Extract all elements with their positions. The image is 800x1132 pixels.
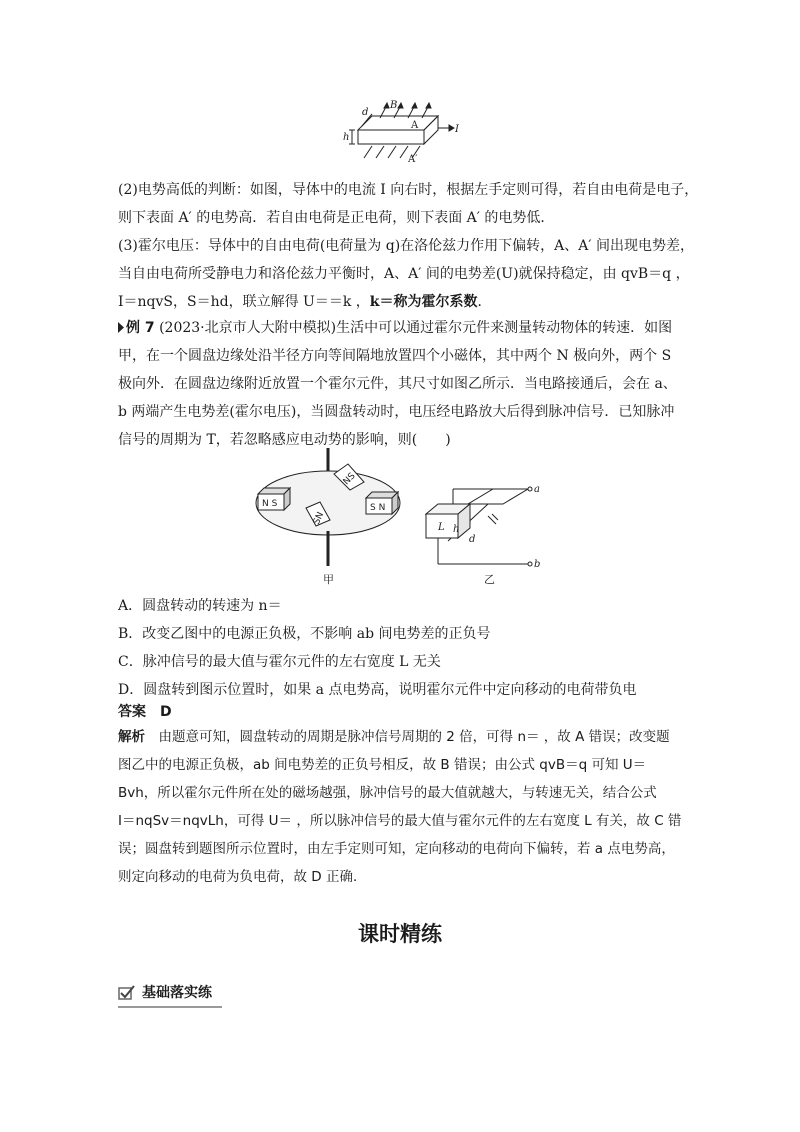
option-a: A．圆盘转动的转速为 n＝ [118, 598, 282, 614]
analysis-line-5: 误；圆盘转到题图所示位置时，由左手定则可知，定向移动的电荷向下偏转，若 a 点电势高， [118, 841, 675, 857]
paragraph-3-end: ． [477, 294, 492, 310]
answer-value: D [160, 704, 172, 720]
label-h: h [343, 132, 350, 143]
analysis-label: 解析 [118, 729, 145, 745]
terminal-a-label: a [534, 484, 540, 495]
label-l: L [438, 522, 445, 533]
example-line-3: 极向外．在圆盘边缘附近放置一个霍尔元件，其尺寸如图乙所示．当电路接通后，会在 a、 [118, 376, 677, 392]
paragraph-3-text: I＝nqvS，S＝hd，联立解得 U＝＝k ， [118, 294, 370, 310]
label-d: d [362, 107, 369, 118]
caption-yi: 乙 [484, 573, 495, 586]
checkbox-icon [118, 985, 135, 1000]
example-marker-icon [118, 322, 124, 333]
option-c: C．脉冲信号的最大值与霍尔元件的左右宽度 L 无关 [118, 654, 441, 670]
magnet-label-back: NS [341, 471, 358, 488]
example-line-5: 信号的周期为 T，若忽略感应电动势的影响，则( ) [118, 432, 451, 448]
example-line-4: b 两端产生电势差(霍尔电压)，当圆盘转动时，电压经电路放大后得到脉冲信号．已知脉冲 [118, 404, 675, 420]
paragraph-2-line-1: (2)电势高低的判断：如图，导体中的电流 I 向右时，根据左手定则可得，若自由电荷是电子， [118, 182, 699, 198]
paragraph-3-line-2: 当自由电荷所受静电力和洛伦兹力平衡时，A、A′ 间的电势差(U)就保持稳定，由 qvB＝q ， [118, 266, 690, 282]
label-b: B [390, 100, 398, 111]
analysis-line-2: 图乙中的电源正负极，ab 间电势差的正负号相反，故 B 错误；由公式 qvB＝q 可知 U＝ [118, 757, 647, 773]
label-d2: d [469, 534, 476, 545]
label-h2: h [453, 524, 460, 535]
hall-block-figure [340, 98, 470, 170]
label-a: A [411, 120, 419, 131]
analysis-text-1: 由题意可知，圆盘转动的周期是脉冲信号周期的 2 倍，可得 n＝ ，故 A 错误；改变题 [158, 729, 670, 745]
analysis-line-3: Bvh，所以霍尔元件所在处的磁场越强，脉冲信号的最大值就越大，与转速无关，结合公式 [118, 785, 657, 801]
option-d: D．圆盘转到图示位置时，如果 a 点电势高，说明霍尔元件中定向移动的电荷带负电 [118, 682, 637, 698]
answer-label: 答案 [118, 704, 146, 720]
magnet-label-right: S N [370, 503, 386, 513]
analysis-line-6: 则定向移动的电荷为负电荷，故 D 正确． [118, 869, 367, 885]
example-line-1 [118, 314, 684, 342]
banner-label: 基础落实练 [142, 985, 212, 1001]
label-a-prime: A′ [408, 154, 418, 165]
analysis-line-4: I＝nqSv＝nqvLh，可得 U＝ ，所以脉冲信号的最大值与霍尔元件的左右宽度 L 有关，故 C 错 [118, 813, 682, 829]
terminal-b-label: b [534, 559, 541, 570]
answer-line [118, 698, 684, 726]
example-text-1: 生活中可以通过霍尔元件来测量转动物体的转速．如图 [336, 320, 673, 336]
paragraph-3-line-1: (3)霍尔电压：导体中的自由电荷(电荷量为 q)在洛伦兹力作用下偏转，A、A′ 间出现电势差， [118, 238, 695, 254]
hall-coefficient-text: k＝称为霍尔系数 [369, 294, 478, 310]
caption-jia: 甲 [323, 573, 334, 586]
option-b: B．改变乙图中的电源正负极，不影响 ab 间电势差的正负号 [118, 626, 491, 642]
paragraph-3-line-3 [118, 288, 684, 316]
paragraph-2-line-2: 则下表面 A′ 的电势高．若自由电荷是正电荷，则下表面 A′ 的电势低． [118, 210, 555, 226]
disk-and-hall-figure [248, 446, 558, 588]
example-tag: 例 7 [118, 314, 155, 342]
example-source: (2023·北京市人大附中模拟) [159, 320, 337, 336]
analysis-line-1 [118, 723, 684, 751]
magnet-label-front: SN [311, 510, 327, 527]
label-i: I [455, 124, 459, 135]
magnet-label-left: N S [262, 499, 278, 509]
example-line-2: 甲，在一个圆盘边缘处沿半径方向等间隔地放置四个小磁体，其中两个 N 极向外，两个 S [118, 348, 672, 364]
basic-practice-banner [118, 982, 222, 1008]
section-title: 课时精练 [358, 922, 442, 946]
